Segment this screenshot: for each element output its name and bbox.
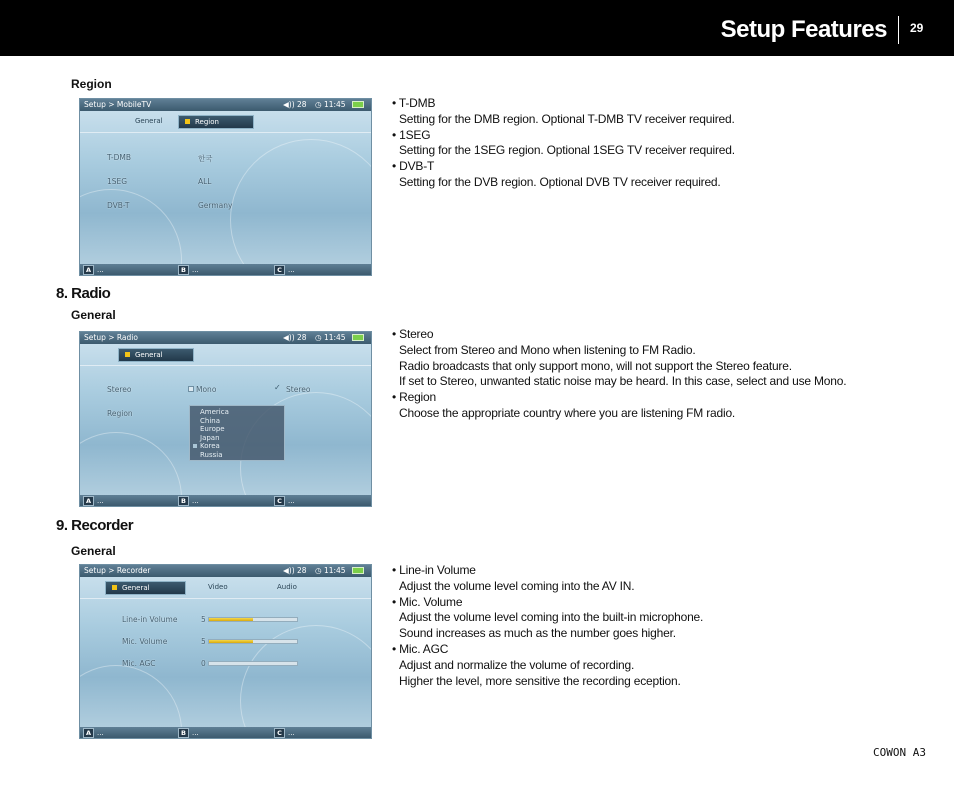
radio-screen xyxy=(79,331,372,507)
item-dvbt-text: Setting for the DVB region. Optional DVB TV receiver required. xyxy=(399,174,721,189)
volume-level: 28 xyxy=(297,100,307,109)
region-option-america[interactable]: America xyxy=(200,408,229,416)
radio-description xyxy=(392,327,846,422)
page-header xyxy=(0,0,954,56)
speaker-icon: ◀)) 28 xyxy=(283,566,307,575)
item-mic-volume-text-1: Adjust the volume level coming into the built-in microphone. xyxy=(399,610,704,625)
speaker-icon: ◀)) 28 xyxy=(283,333,307,342)
item-stereo-text-2: Radio broadcasts that only support mono, will not support the Stereo feature. xyxy=(399,358,792,373)
softkey-c[interactable]: C ... xyxy=(274,265,295,275)
item-mic-agc-text-1: Adjust and normalize the volume of recording. xyxy=(399,657,635,672)
setting-value-mic-agc: 0 xyxy=(201,659,206,668)
softkey-a[interactable]: A ... xyxy=(83,496,104,506)
item-dvbt: • DVB-T xyxy=(392,159,435,174)
region-option-russia[interactable]: Russia xyxy=(200,450,223,459)
setting-value-tdmb[interactable]: 한국 xyxy=(198,154,213,163)
page-title: Setup Features xyxy=(720,16,887,43)
status-bar xyxy=(80,332,371,344)
region-option-china[interactable]: China xyxy=(200,416,220,425)
softkey-c[interactable]: C ... xyxy=(274,496,295,506)
region-option-japan[interactable]: Japan xyxy=(200,433,220,442)
region-option-europe[interactable]: Europe xyxy=(200,425,225,433)
clock-icon: ◷ 11:45 xyxy=(315,100,346,109)
status-bar xyxy=(80,99,371,111)
item-line-in-volume-text: Adjust the volume level coming into the AV IN. xyxy=(399,578,635,593)
softkey-bar xyxy=(80,727,371,738)
header-divider xyxy=(898,16,899,44)
page-number: 29 xyxy=(910,21,924,35)
region-screen xyxy=(79,98,372,276)
setting-label-dvbt: DVB-T xyxy=(107,201,130,210)
tab-region[interactable]: Region xyxy=(178,115,254,129)
recorder-section-title: 9. Recorder xyxy=(56,517,134,534)
region-dropdown[interactable] xyxy=(189,405,285,461)
setting-label-stereo: Stereo xyxy=(107,385,132,394)
setting-label-tdmb: T-DMB xyxy=(107,153,131,162)
clock-time: 11:45 xyxy=(323,566,346,575)
clock-icon: ◷ 11:45 xyxy=(315,566,346,575)
softkey-b[interactable]: B ... xyxy=(178,728,199,738)
tab-video[interactable]: Video xyxy=(208,583,228,591)
speaker-icon: ◀)) 28 xyxy=(283,100,307,109)
breadcrumb: Setup > Recorder xyxy=(84,566,151,575)
item-1seg: • 1SEG xyxy=(392,127,431,142)
line-in-volume-slider[interactable] xyxy=(208,617,298,622)
recorder-description xyxy=(392,563,703,689)
volume-level: 28 xyxy=(297,566,307,575)
clock-time: 11:45 xyxy=(323,333,346,342)
mono-option[interactable]: Mono xyxy=(196,385,217,394)
item-mic-volume-text-2: Sound increases as much as the number goes higher. xyxy=(399,626,676,641)
stereo-option[interactable]: Stereo xyxy=(286,385,311,394)
setting-value-dvbt[interactable]: Germany xyxy=(198,201,233,210)
item-stereo-text-3: If set to Stereo, unwanted static noise may be heard. In this case, select and use Mono. xyxy=(399,374,847,389)
battery-icon xyxy=(352,334,364,341)
tab-bar xyxy=(80,111,371,131)
slider-fill xyxy=(209,618,253,621)
radio-section-title: 8. Radio xyxy=(56,285,111,302)
setting-label-mic-volume: Mic. Volume xyxy=(122,637,168,646)
tab-general[interactable]: General xyxy=(105,581,186,595)
setting-value-mic-volume: 5 xyxy=(201,637,206,646)
mono-checkbox[interactable] xyxy=(188,386,194,392)
setting-value-1seg[interactable]: ALL xyxy=(198,177,212,186)
item-mic-agc: • Mic. AGC xyxy=(392,641,449,656)
setting-label-region: Region xyxy=(107,409,133,418)
battery-icon xyxy=(352,567,364,574)
recorder-screen xyxy=(79,564,372,739)
softkey-a[interactable]: A ... xyxy=(83,265,104,275)
softkey-bar xyxy=(80,264,371,275)
setting-label-mic-agc: Mic. AGC xyxy=(122,659,156,668)
item-stereo: • Stereo xyxy=(392,327,434,341)
item-line-in-volume: • Line-in Volume xyxy=(392,563,476,577)
breadcrumb: Setup > Radio xyxy=(84,333,138,342)
item-mic-agc-text-2: Higher the level, more sensitive the recording eception. xyxy=(399,673,681,688)
setting-label-1seg: 1SEG xyxy=(107,177,128,186)
divider xyxy=(80,132,371,133)
battery-icon xyxy=(352,101,364,108)
region-option-korea[interactable]: Korea xyxy=(200,442,280,451)
status-bar xyxy=(80,565,371,577)
slider-fill xyxy=(209,640,253,643)
divider xyxy=(80,598,371,599)
tab-bar xyxy=(80,344,371,364)
divider xyxy=(80,365,371,366)
item-region-text: Choose the appropriate country where you are listening FM radio. xyxy=(399,405,736,420)
mic-volume-slider[interactable] xyxy=(208,639,298,644)
region-subtitle: Region xyxy=(71,77,112,91)
softkey-c[interactable]: C ... xyxy=(274,728,295,738)
radio-subtitle: General xyxy=(71,308,116,322)
softkey-bar xyxy=(80,495,371,506)
clock-time: 11:45 xyxy=(323,100,346,109)
item-region: • Region xyxy=(392,390,436,405)
setting-value-line-in-volume: 5 xyxy=(201,615,206,624)
tab-general[interactable]: General xyxy=(135,117,163,125)
item-stereo-text-1: Select from Stereo and Mono when listening to FM Radio. xyxy=(399,342,696,357)
softkey-b[interactable]: B ... xyxy=(178,265,199,275)
breadcrumb: Setup > MobileTV xyxy=(84,100,152,109)
softkey-b[interactable]: B ... xyxy=(178,496,199,506)
mic-agc-slider[interactable] xyxy=(208,661,298,666)
item-tdmb-text: Setting for the DMB region. Optional T-DMB TV receiver required. xyxy=(399,111,735,126)
item-1seg-text: Setting for the 1SEG region. Optional 1SEG TV receiver required. xyxy=(399,143,735,158)
check-icon[interactable]: ✓ xyxy=(274,383,281,392)
setting-label-line-in-volume: Line-in Volume xyxy=(122,615,178,624)
recorder-subtitle: General xyxy=(71,544,116,558)
tab-general[interactable]: General xyxy=(118,348,194,362)
volume-level: 28 xyxy=(297,333,307,342)
softkey-a[interactable]: A ... xyxy=(83,728,104,738)
clock-icon: ◷ 11:45 xyxy=(315,333,346,342)
tab-audio[interactable]: Audio xyxy=(277,583,297,591)
item-mic-volume: • Mic. Volume xyxy=(392,594,463,609)
region-description xyxy=(392,96,735,191)
tab-bar xyxy=(80,577,371,597)
footer-brand: COWON A3 xyxy=(873,746,926,759)
item-tdmb: • T-DMB xyxy=(392,96,436,110)
